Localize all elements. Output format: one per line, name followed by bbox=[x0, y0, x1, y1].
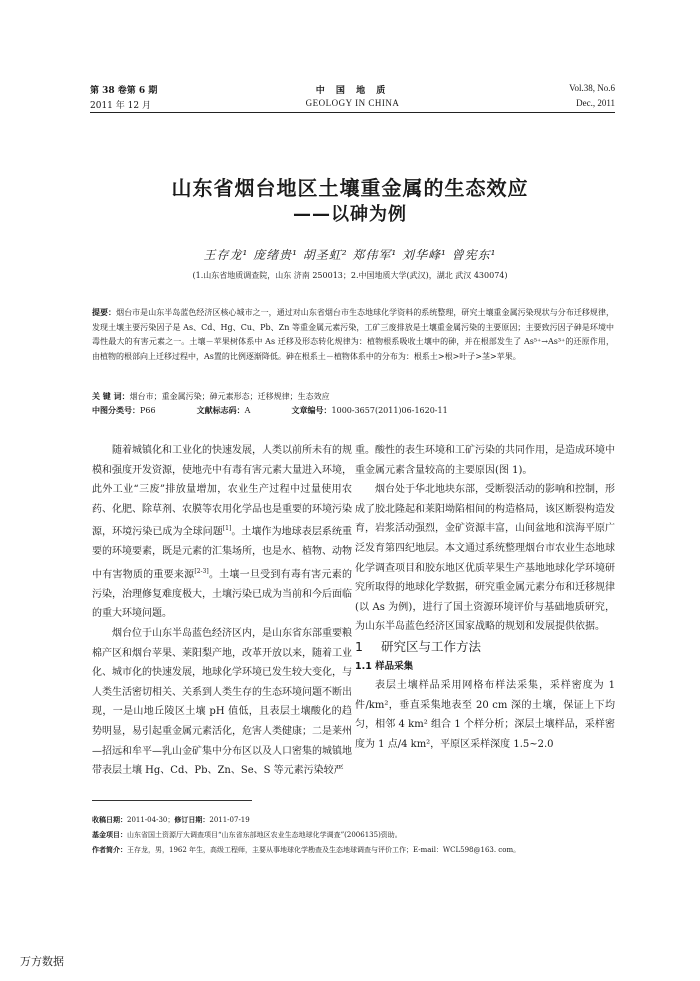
paragraph: 随着城镇化和工业化的快速发展，人类以前所未有的规模和强度开发资源，使地壳中有毒有害元素大量进入环境，此外工业“三废”排放量增加，农业生产过程中过量使用农药、化肥、除草剂、农膜等农用化学品也是重要的环境污染源，环境污染已成为全球问题[1]。土壤作为地球表层系统重要的环境要素，既是元素的汇集场所，也是水、植物、动物中有害物质的重要来源[2-3]。土壤一旦受到有毒有害元素的污染，治理修复难度极大，土壤污染已成为当前和今后面临的重大环境问题。 bbox=[92, 445, 353, 620]
footnote-rule bbox=[92, 800, 252, 801]
footnote-author: 作者简介：王存龙，男，1962 年生，高级工程师，主要从事地球化学勘查及生态地球调查与评价工作；E-mail：WCL598@163. com。 bbox=[92, 846, 521, 854]
paper-subtitle: ——以砷为例 bbox=[293, 204, 407, 225]
section-title: 研究区与工作方法 bbox=[381, 638, 482, 654]
body-column-left bbox=[92, 441, 352, 781]
running-header bbox=[90, 83, 615, 113]
article-number-value: 1000-3657(2011)06-1620-11 bbox=[331, 406, 448, 415]
keywords-label: 关 键 词： bbox=[92, 392, 130, 401]
header-issue: 第 38 卷第 6 期 bbox=[90, 86, 158, 96]
header-journal-cn: 中 国 地 质 bbox=[315, 86, 390, 96]
classification-line bbox=[92, 404, 614, 418]
doc-code-label: 文献标志码： bbox=[196, 406, 245, 415]
abstract-text: 烟台市是山东半岛蓝色经济区核心城市之一，通过对山东省烟台市生态地球化学资料的系统整理，研究土壤重金属污染现状与分布迁移规律，发现土壤主要污染因子是 As、Cd、Hg、Cu、Pb、Zn 等重金属元素污染，工矿三废排放是土壤重金属污染的主要原因；主要致污因子砷是环境中毒性最大的有害元素之一。土壤－苹果树体系中 As 迁移及形态转化规律为：植物根系吸收土壤中的砷，并在根部发生了 As⁵⁺→As³⁺的还原作用，由植物的根部向上迁移过程中，As置的比例逐渐降低。砷在根系土－植物体系中的分布为：根系土>根>叶子>茎>苹果。 bbox=[92, 308, 614, 361]
section-heading bbox=[355, 637, 615, 657]
header-volume: Vol.38, No.6 bbox=[569, 83, 615, 93]
paper-title: 山东省烟台地区土壤重金属的生态效应 bbox=[171, 176, 529, 200]
affiliation: (1.山东省地质调查院，山东 济南 250013；2.中国地质大学(武汉)，湖北 武汉 430074) bbox=[192, 271, 508, 280]
section-number: 1 bbox=[355, 638, 363, 654]
header-journal-en: GEOLOGY IN CHINA bbox=[305, 98, 400, 108]
citation: [1] bbox=[222, 525, 232, 533]
clc-label: 中图分类号： bbox=[92, 406, 140, 415]
footnote-dates: 收稿日期：2011-04-30；修订日期：2011-07-19 bbox=[92, 816, 250, 824]
paragraph: 烟台处于华北地块东部，受断裂活动的影响和控制，形成了胶北隆起和莱阳坳陷相间的构造格局，该区断裂构造发育，岩浆活动强烈，金矿资源丰富，山间盆地和滨海平原广泛发育第四纪地层。本文通过系统整理烟台市农业生态地球化学调查项目和胶东地区优质苹果生产基地地球化学环境研究所取得的地球化学数据，研究重金属元素分布和迁移规律(以 As 为例)，进行了国土资源环境评价与基础地质研究，为山东半岛蓝色经济区国家战略的规划和发展提供依据。 bbox=[355, 484, 615, 633]
clc-value: P66 bbox=[140, 406, 156, 415]
header-date-en: Dec., 2011 bbox=[576, 98, 615, 108]
subsection-heading: 1.1 样品采集 bbox=[355, 660, 414, 672]
article-meta bbox=[92, 390, 614, 418]
header-rule bbox=[90, 112, 615, 113]
header-date: 2011 年 12 月 bbox=[90, 101, 151, 111]
footnote-fund: 基金项目：山东省国土资源厅大调查项目“山东省东部地区农业生态地球化学调查”(2006135)资助。 bbox=[92, 831, 402, 839]
article-number-label: 文章编号： bbox=[291, 406, 332, 415]
keywords: 烟台市；重金属污染；砷元素形态；迁移规律；生态效应 bbox=[129, 392, 330, 401]
footnotes bbox=[92, 813, 614, 858]
keywords-line bbox=[92, 390, 614, 404]
abstract-label: 提要： bbox=[92, 308, 117, 317]
abstract bbox=[92, 306, 614, 364]
author-list: 王存龙¹ 庞绪贵¹ 胡圣虹² 郑伟军¹ 刘华峰¹ 曾宪东¹ bbox=[203, 248, 497, 262]
paragraph: 表层土壤样品采用网格布样法采集，采样密度为 1 件/km²，垂直采集地表至 20 cm 深的土壤，保证上下均匀，相邻 4 km² 组合 1 个样分析；深层土壤样品，采样密度为 1 点/4 km²，平原区采样深度 1.5~2.0 bbox=[355, 680, 615, 750]
doc-code-value: A bbox=[244, 406, 251, 415]
wanfang-watermark: 万方数据 bbox=[20, 955, 64, 968]
paragraph: 重。酸性的表生环境和工矿污染的共同作用，是造成环境中重金属元素含量较高的主要原因(图 1)。 bbox=[355, 445, 615, 476]
body-column-right bbox=[355, 441, 615, 755]
citation: [2-3] bbox=[194, 567, 209, 575]
paragraph: 烟台位于山东半岛蓝色经济区内，是山东省东部重要粮棉产区和烟台苹果、莱阳梨产地，改革开放以来，随着工业化、城市化的快速发展，地球化学环境已发生较大变化，与人类生活密切相关、关系到人类生存的生态环境问题不断出现，一是山地丘陵区土壤 pH 值低，且表层土壤酸化的趋势明显，易引起重金属元素活化，危害人类健康；二是莱州—招远和牟平—乳山金矿集中分布区以及人口密集的城镇地带表层土壤 Hg、Cd、Pb、Zn、Se、S 等元素污染较严 bbox=[92, 628, 352, 777]
